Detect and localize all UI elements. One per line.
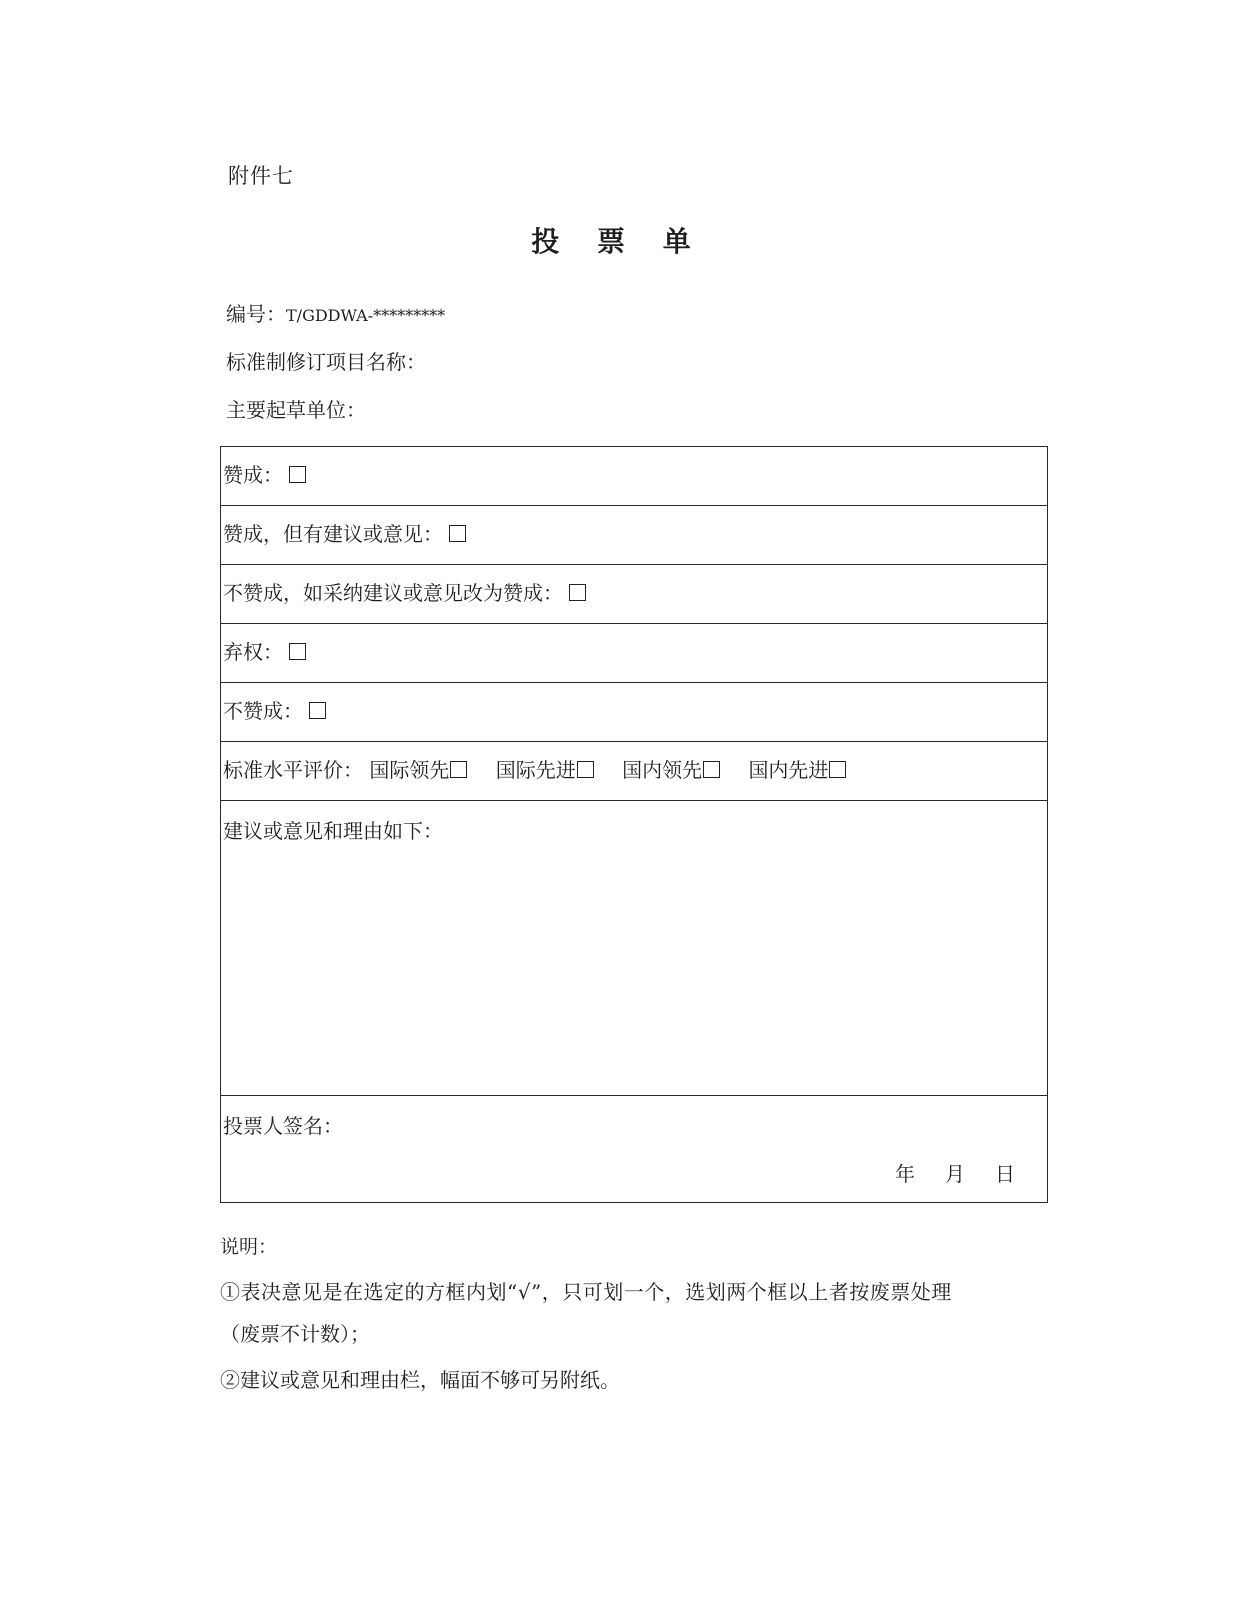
drafter-label: 主要起草单位： [226, 398, 366, 422]
notes-title: 说明： [220, 1236, 278, 1258]
page-title: 投 票 单 [531, 225, 705, 258]
ballot-table [220, 446, 1048, 1203]
note-1-line-2: （废票不计数）； [220, 1322, 370, 1346]
level-label: 标准水平评价： [223, 758, 363, 782]
checkbox[interactable] [289, 643, 306, 660]
reasons-area[interactable] [221, 801, 1047, 1096]
level-option-label: 国内先进 [748, 758, 829, 782]
option-label: 不赞成： [223, 699, 303, 723]
number-label: 编号： [226, 302, 286, 326]
option-row-conditional-disapprove [221, 565, 1047, 624]
option-label: 弃权： [223, 640, 283, 664]
checkbox[interactable] [829, 761, 846, 778]
checkbox[interactable] [450, 761, 467, 778]
note-2: ②建议或意见和理由栏，幅面不够可另附纸。 [220, 1368, 620, 1392]
checkbox[interactable] [449, 525, 466, 542]
number-field [226, 298, 445, 327]
option-row-abstain [221, 624, 1047, 683]
signature-label: 投票人签名： [223, 1114, 343, 1138]
checkbox[interactable] [577, 761, 594, 778]
level-evaluation-row [221, 742, 1047, 801]
level-option-label: 国际领先 [369, 758, 450, 782]
signature-area[interactable] [221, 1096, 1047, 1202]
checkbox[interactable] [289, 466, 306, 483]
level-option-label: 国内领先 [622, 758, 703, 782]
date-line [865, 1164, 1015, 1184]
option-label: 赞成，但有建议或意见： [223, 522, 443, 546]
note-1-line-1: ①表决意见是在选定的方框内划“√”，只可划一个，选划两个框以上者按废票处理 [220, 1280, 952, 1304]
option-label: 赞成： [223, 463, 283, 487]
attachment-label: 附件七 [228, 164, 294, 188]
checkbox[interactable] [569, 584, 586, 601]
checkbox[interactable] [703, 761, 720, 778]
project-name-label: 标准制修订项目名称： [226, 350, 426, 374]
option-row-approve-with-comments [221, 506, 1047, 565]
checkbox[interactable] [309, 702, 326, 719]
date-day: 日 [995, 1162, 1015, 1186]
option-label: 不赞成，如采纳建议或意见改为赞成： [223, 581, 563, 605]
number-value: T/GDDWA-********* [286, 306, 446, 325]
date-month: 月 [945, 1162, 965, 1186]
date-year: 年 [895, 1162, 915, 1186]
reasons-label: 建议或意见和理由如下： [223, 819, 443, 843]
option-row-approve [221, 447, 1047, 506]
option-row-disapprove [221, 683, 1047, 742]
level-option-label: 国际先进 [495, 758, 576, 782]
